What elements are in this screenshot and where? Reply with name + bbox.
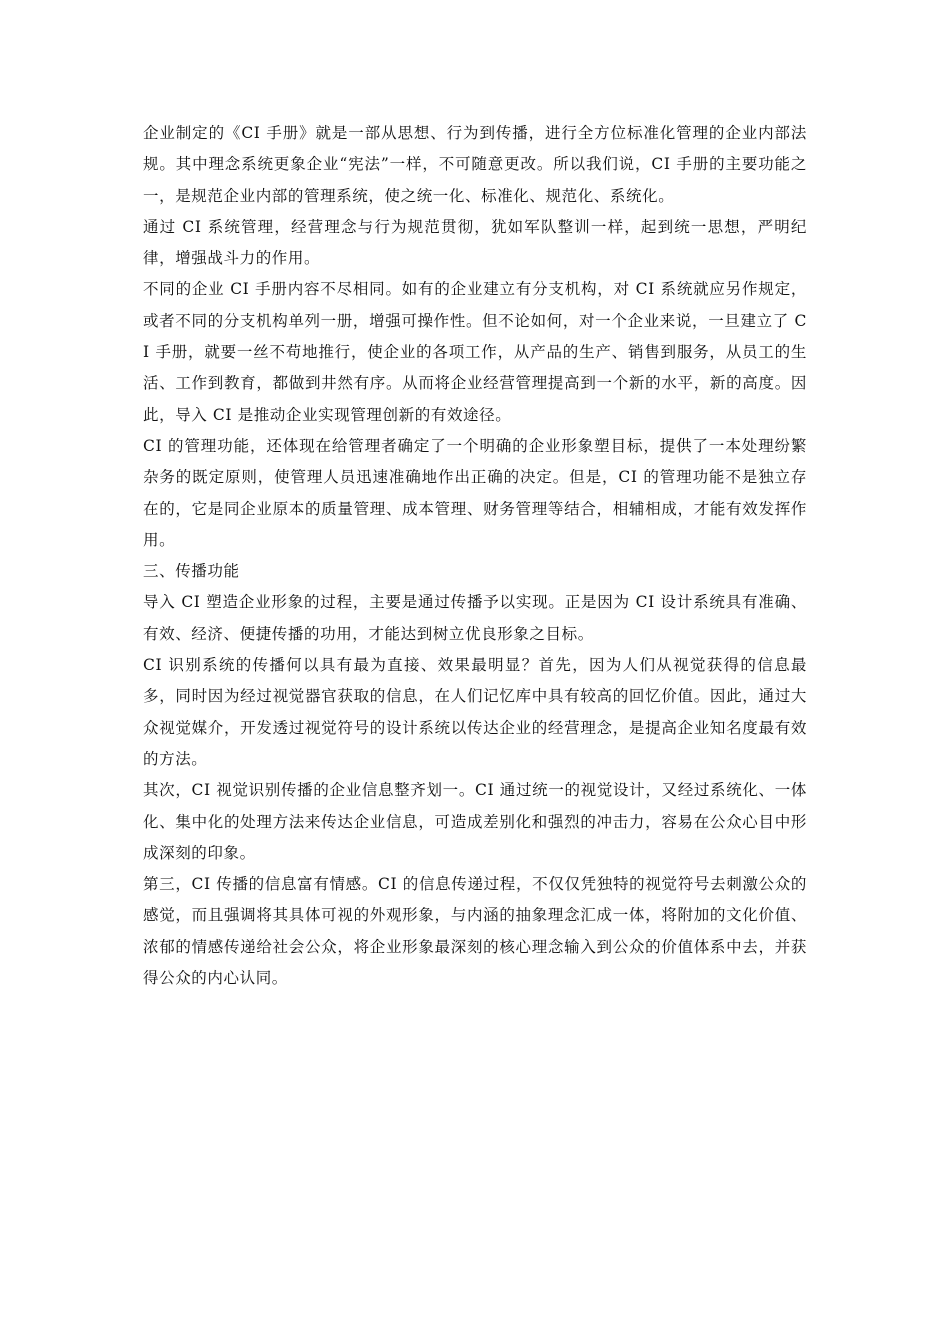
paragraph-ci-visual-direct: CI 识别系统的传播何以具有最为直接、效果最明显？首先，因为人们从视觉获得的信息最多，同时因为经过视觉器官获取的信息，在人们记忆库中具有较高的回忆价值。因此，通过大众视觉媒介，开发透过视觉符号的设计系统以传达企业的经营理念，是提高企业知名度最有效的方法。 xyxy=(143,656,807,768)
paragraph-ci-manual-content: 不同的企业 CI 手册内容不尽相同。如有的企业建立有分支机构，对 CI 系统就应另作规定，或者不同的分支机构单列一册，增强可操作性。但不论如何，对一个企业来说，一旦建立了 CI 手册，就要一丝不苟地推行，使企业的各项工作，从产品的生产、销售到服务，从员工的生活、工作到教育，都做到井然有序。从而将企业经营管理提高到一个新的水平，新的高度。因此，导入 CI 是推动企业实现管理创新的有效途径。 xyxy=(143,280,807,424)
paragraph-ci-manual: 企业制定的《CI 手册》就是一部从思想、行为到传播，进行全方位标准化管理的企业内部法规。其中理念系统更象企业“宪法”一样，不可随意更改。所以我们说，CI 手册的主要功能之一，是规范企业内部的管理系统，使之统一化、标准化、规范化、系统化。 xyxy=(143,124,807,205)
paragraph-ci-management-function: CI 的管理功能，还体现在给管理者确定了一个明确的企业形象塑目标，提供了一本处理纷繁杂务的既定原则，使管理人员迅速准确地作出正确的决定。但是，CI 的管理功能不是独立存在的，它是同企业原本的质量管理、成本管理、财务管理等结合，相辅相成，才能有效发挥作用。 xyxy=(143,436,807,549)
paragraph-ci-emotional: 第三，CI 传播的信息富有情感。CI 的信息传递过程，不仅仅凭独特的视觉符号去刺激公众的感觉，而且强调将其具体可视的外观形象，与内涵的抽象理念汇成一体，将附加的文化价值、浓郁的情感传递给社会公众，将企业形象最深刻的核心理念输入到公众的价值体系中去，并获得公众的内心认同。 xyxy=(143,875,807,988)
paragraph-ci-system-management: 通过 CI 系统管理，经营理念与行为规范贯彻，犹如军队整训一样，起到统一思想，严明纪律，增强战斗力的作用。 xyxy=(143,217,807,268)
section-heading: 三、传播功能 xyxy=(143,562,240,581)
paragraph-ci-uniform-info: 其次，CI 视觉识别传播的企业信息整齐划一。CI 通过统一的视觉设计，又经过系统化、一体化、集中化的处理方法来传达企业信息，可造成差别化和强烈的冲击力，容易在公众心目中形成深刻的印象。 xyxy=(143,781,807,862)
paragraph-ci-communication: 导入 CI 塑造企业形象的过程，主要是通过传播予以实现。正是因为 CI 设计系统具有准确、有效、经济、便捷传播的功用，才能达到树立优良形象之目标。 xyxy=(143,593,807,643)
